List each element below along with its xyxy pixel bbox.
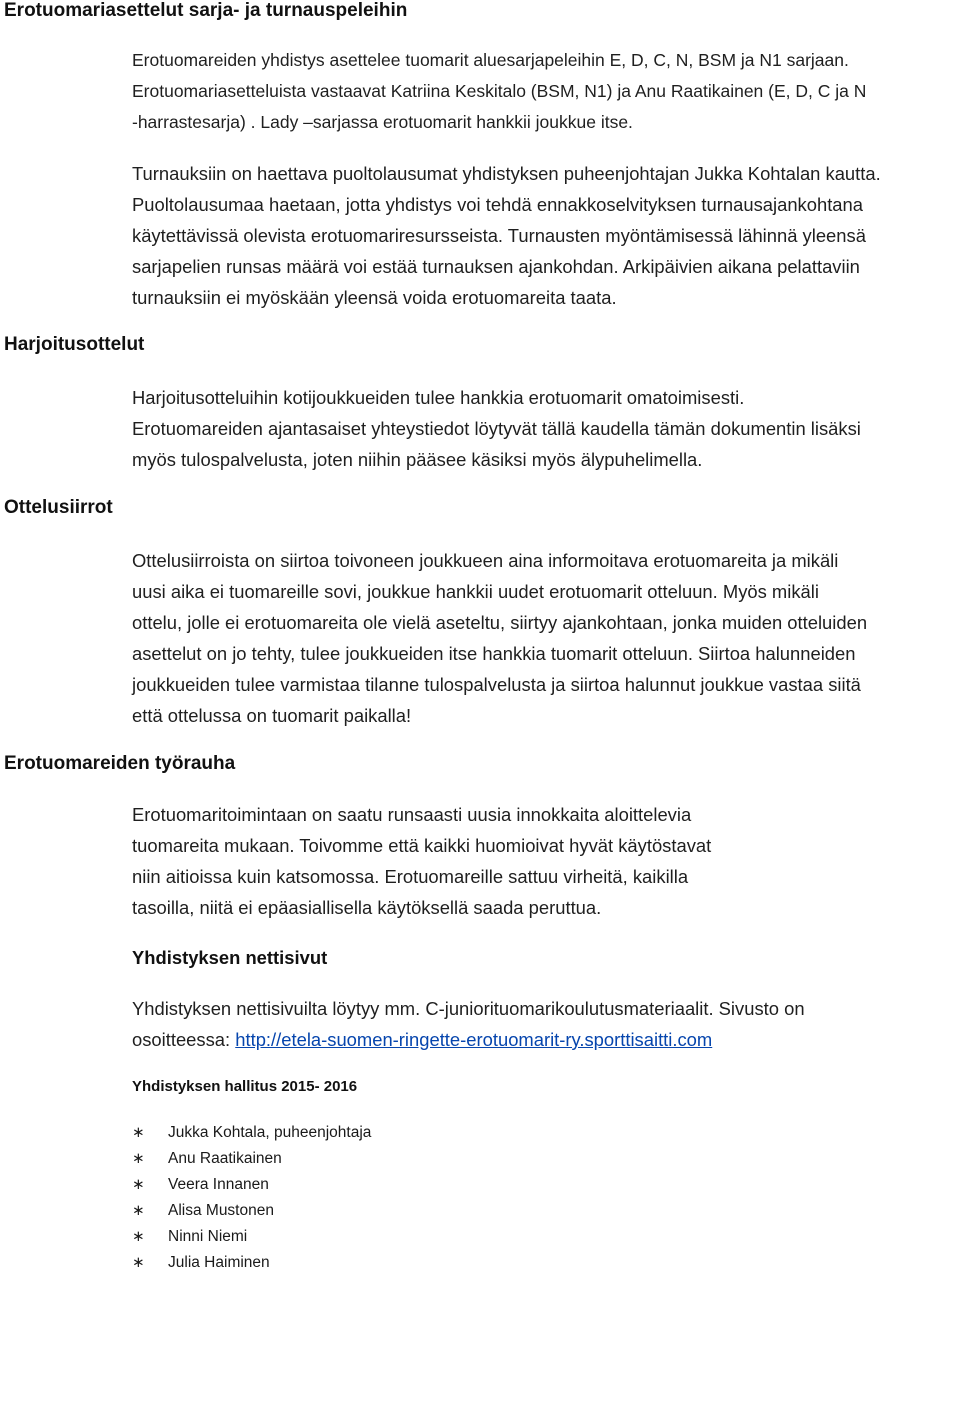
asterisk-bullet-icon: ∗ (132, 1150, 145, 1167)
board-member-name: Jukka Kohtala, puheenjohtaja (168, 1124, 372, 1141)
text-line: Puoltolausumaa haetaan, jotta yhdistys voi tehdä ennakkoselvityksen turnausajankohtana (132, 194, 863, 215)
paragraph-practice-matches (132, 382, 958, 475)
text-line: ottelu, jolle ei erotuomareita ole vielä aseteltu, siirtyy ajankohtaan, jonka muiden otteluiden (132, 612, 868, 633)
paragraph-referee-peace (132, 799, 958, 923)
paragraph-match-transfers (132, 545, 958, 731)
list-item (132, 1250, 371, 1276)
address-label: osoitteessa: (132, 1029, 236, 1050)
text-line: käytettävissä olevista erotuomariresursseista. Turnausten myöntämisessä lähinnä yleensä (132, 225, 866, 246)
list-item (132, 1120, 371, 1146)
text-line: Erotuomareiden ajantasaiset yhteystiedot löytyvät tällä kaudella tämän dokumentin lisäksi (132, 418, 861, 439)
list-item (132, 1224, 371, 1250)
text-line: sarjapelien runsas määrä voi estää turnauksen ajankohdan. Arkipäivien aikana pelattaviin (132, 256, 860, 277)
text-line: uusi aika ei tuomareille sovi, joukkue hankkii uudet erotuomarit otteluun. Myös mikäli (132, 581, 819, 602)
heading-referee-peace: Erotuomareiden työrauha (4, 753, 236, 774)
asterisk-bullet-icon: ∗ (132, 1202, 145, 1219)
heading-website: Yhdistyksen nettisivut (132, 947, 328, 968)
text-line: Erotuomaritoimintaan on saatu runsaasti uusia innokkaita aloittelevia (132, 804, 692, 825)
paragraph-referee-assignments-2 (132, 158, 958, 313)
text-line: turnauksiin ei myöskään yleensä voida erotuomareita taata. (132, 287, 617, 308)
text-line: niin aitioissa kuin katsomossa. Erotuomareille sattuu virheitä, kaikilla (132, 866, 689, 887)
text-line: Turnauksiin on haettava puoltolausumat yhdistyksen puheenjohtajan Jukka Kohtalan kautta. (132, 163, 881, 184)
list-item (132, 1172, 371, 1198)
text-line: Erotuomariasetteluista vastaavat Katriina Keskitalo (BSM, N1) ja Anu Raatikainen (E, D, C ja N (132, 81, 867, 101)
heading-practice-matches: Harjoitusottelut (4, 334, 145, 355)
text-line: asettelut on jo tehty, tulee joukkueiden itse hankkia tuomarit otteluun. Siirtoa halunneiden (132, 643, 856, 664)
website-link[interactable]: http://etela-suomen-ringette-erotuomarit-ry.sporttisaitti.com (235, 1029, 713, 1050)
text-line: tasoilla, niitä ei epäasiallisella käytöksellä saada peruttua. (132, 897, 602, 918)
text-line: Yhdistyksen nettisivuilta löytyy mm. C-juniorituomarikoulutusmateriaalit. Sivusto on (132, 998, 805, 1019)
board-member-name: Veera Innanen (168, 1176, 269, 1193)
asterisk-bullet-icon: ∗ (132, 1254, 145, 1271)
text-line: myös tulospalvelusta, joten niihin pääsee käsiksi myös älypuhelimella. (132, 449, 703, 470)
paragraph-referee-assignments-1 (132, 45, 958, 138)
board-member-list (132, 1120, 371, 1276)
text-line: -harrastesarja) . Lady –sarjassa erotuomarit hankkii joukkue itse. (132, 112, 633, 132)
text-line: tuomareita mukaan. Toivomme että kaikki huomioivat hyvät käytöstavat (132, 835, 712, 856)
board-member-name: Julia Haiminen (168, 1254, 270, 1271)
paragraph-website (132, 993, 958, 1055)
board-member-name: Ninni Niemi (168, 1228, 248, 1245)
board-member-name: Alisa Mustonen (168, 1202, 274, 1219)
list-item (132, 1146, 371, 1172)
asterisk-bullet-icon: ∗ (132, 1124, 145, 1141)
text-line (132, 1024, 958, 1055)
text-line: että ottelussa on tuomarit paikalla! (132, 705, 412, 726)
list-item (132, 1198, 371, 1224)
heading-match-transfers: Ottelusiirrot (4, 497, 113, 518)
asterisk-bullet-icon: ∗ (132, 1228, 145, 1245)
asterisk-bullet-icon: ∗ (132, 1176, 145, 1193)
text-line: Erotuomareiden yhdistys asettelee tuomarit aluesarjapeleihin E, D, C, N, BSM ja N1 sarjaan. (132, 50, 849, 70)
heading-board: Yhdistyksen hallitus 2015- 2016 (132, 1078, 358, 1095)
heading-referee-assignments: Erotuomariasettelut sarja- ja turnauspeleihin (4, 0, 408, 21)
text-line: Ottelusiirroista on siirtoa toivoneen joukkueen aina informoitava erotuomareita ja mikäli (132, 550, 839, 571)
text-line: Harjoitusotteluihin kotijoukkueiden tulee hankkia erotuomarit omatoimisesti. (132, 387, 745, 408)
text-line: joukkueiden tulee varmistaa tilanne tulospalvelusta ja siirtoa halunnut joukkue vastaa siitä (132, 674, 861, 695)
board-member-name: Anu Raatikainen (168, 1150, 282, 1167)
